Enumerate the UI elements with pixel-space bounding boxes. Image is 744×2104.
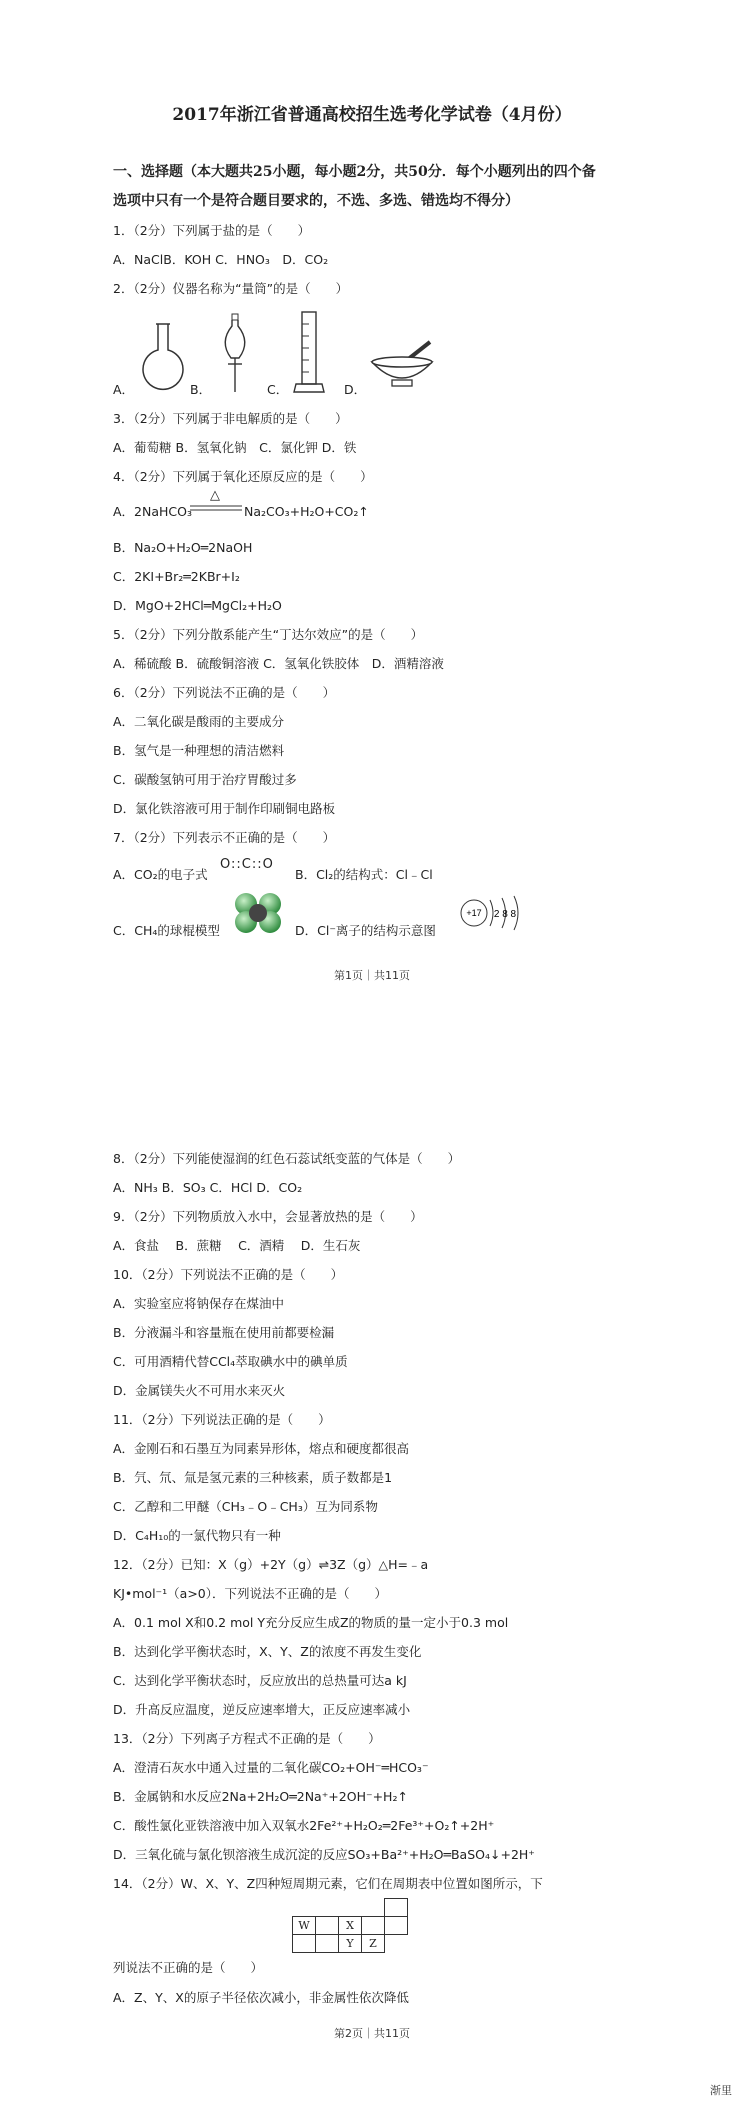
q4-option-b: B．Na₂O+H₂O═2NaOH [113,540,253,555]
q1-stem: 1．（2分）下列属于盐的是（ ） [113,223,311,238]
pt-cell-z: Z [362,1935,385,1953]
q12-stem-line2: KJ•mol⁻¹（a>0）．下列说法不正确的是（ ） [113,1586,387,1601]
q4-option-d: D．MgO+2HCl═MgCl₂+H₂O [113,598,282,613]
methane-ball-stick-model-icon [232,890,284,936]
q8-options: A．NH₃ B．SO₃ C．HCl D．CO₂ [113,1180,303,1195]
graduated-cylinder-icon [290,310,330,396]
q10-option-a: A．实验室应将钠保存在煤油中 [113,1296,285,1311]
q10-option-d: D．金属镁失火不可用水来灭火 [113,1383,286,1398]
q2-label-b: B． [190,382,212,397]
q12-stem-line1: 12．（2分）已知：X（g）+2Y（g）⇌3Z（g）△H=﹣a [113,1557,429,1572]
q5-options: A．稀硫酸 B．硫酸铜溶液 C．氢氧化铁胶体 D．酒精溶液 [113,656,444,671]
nucleus-charge: +17 [466,908,482,918]
electron-shells: 2 8 8 [493,909,517,920]
section-1-heading-line1: 一、选择题（本大题共25小题，每小题2分，共50分．每个小题列出的四个备 [113,164,596,180]
pt-cell-r2c2 [316,1935,339,1953]
q10-stem: 10．（2分）下列说法不正确的是（ ） [113,1267,344,1282]
co2-electron-formula: O::C::O [220,857,274,872]
exam-title: 2017年浙江省普通高校招生选考化学试卷（4月份） [172,105,572,125]
q9-options: A．食盐 B．蔗糖 C．酒精 D．生石灰 [113,1238,361,1253]
q6-option-b: B．氢气是一种理想的清洁燃料 [113,743,285,758]
pt-cell-r2c1 [293,1935,316,1953]
q6-option-c: C．碳酸氢钠可用于治疗胃酸过多 [113,772,297,787]
q7-stem: 7．（2分）下列表示不正确的是（ ） [113,830,336,845]
q3-options: A．葡萄糖 B．氢氧化钠 C．氯化钾 D．铁 [113,440,357,455]
q14-stem-line1: 14．（2分）W、X、Y、Z四种短周期元素，它们在周期表中位置如图所示，下 [113,1876,543,1891]
q12-option-d: D．升高反应温度，逆反应速率增大，正反应速率减小 [113,1702,411,1717]
q2-label-a: A． [113,382,135,397]
q14-option-a: A．Z、Y、X的原子半径依次减小，非金属性依次降低 [113,1990,409,2005]
page-1-footer: 第1页｜共11页 [334,969,410,982]
q10-option-b: B．分液漏斗和容量瓶在使用前都要检漏 [113,1325,335,1340]
q6-option-d: D．氯化铁溶液可用于制作印刷铜电路板 [113,801,336,816]
section-1-heading-line2: 选项中只有一个是符合题目要求的，不选、多选、错选均不得分） [113,193,519,209]
heat-condition: △ [210,488,220,503]
q13-stem: 13．（2分）下列离子方程式不正确的是（ ） [113,1731,381,1746]
reaction-equal-sign [188,504,244,512]
q11-stem: 11．（2分）下列说法正确的是（ ） [113,1412,331,1427]
q5-stem: 5．（2分）下列分散系能产生“丁达尔效应”的是（ ） [113,627,424,642]
exam-page-1 [0,0,744,1030]
q13-option-c: C．酸性氯化亚铁溶液中加入双氧水2Fe²⁺+H₂O₂═2Fe³⁺+O₂↑+2H⁺ [113,1818,495,1833]
q13-option-b: B．金属钠和水反应2Na+2H₂O═2Na⁺+2OH⁻+H₂↑ [113,1789,408,1804]
q4-option-c: C．2KI+Br₂═2KBr+I₂ [113,569,240,584]
separatory-funnel-icon [215,312,255,394]
q2-label-d: D． [344,382,367,397]
q9-stem: 9．（2分）下列物质放入水中，会显著放热的是（ ） [113,1209,423,1224]
page-2-footer: 第2页｜共11页 [334,2027,410,2040]
pt-cell-r1c4 [362,1917,385,1935]
q7-option-c: C．CH₄的球棍模型 [113,923,220,938]
mortar-and-pestle-icon [368,338,436,390]
q11-option-a: A．金刚石和石墨互为同素异形体，熔点和硬度都很高 [113,1441,410,1456]
chloride-ion-structure-diagram [456,894,528,932]
q12-option-a: A．0.1 mol X和0.2 mol Y充分反应生成Z的物质的量一定小于0.3 mol [113,1615,509,1630]
pt-cell-w: W [293,1917,316,1935]
q7-option-a: A．CO₂的电子式 [113,867,208,882]
pt-cell-r1c5 [385,1917,408,1935]
q3-stem: 3．（2分）下列属于非电解质的是（ ） [113,411,348,426]
q13-option-d: D．三氧化硫与氯化钡溶液生成沉淀的反应SO₃+Ba²⁺+H₂O═BaSO₄↓+2H⁺ [113,1847,535,1862]
q2-label-c: C． [267,382,289,397]
pt-cell-x: X [339,1917,362,1935]
q11-option-c: C．乙醇和二甲醚（CH₃﹣O﹣CH₃）互为同系物 [113,1499,378,1514]
periodic-table-excerpt [292,1898,408,1953]
q7-option-b: B．Cl₂的结构式：Cl﹣Cl [295,867,433,882]
exam-page-2 [0,1118,744,2078]
round-bottom-flask-icon [138,322,188,394]
q6-option-a: A．二氧化碳是酸雨的主要成分 [113,714,285,729]
q11-option-b: B．氕、氘、氚是氢元素的三种核素，质子数都是1 [113,1470,393,1485]
q1-options: A．NaClB．KOH C．HNO₃ D．CO₂ [113,252,329,267]
q4-option-a-left: A．2NaHCO₃ [113,504,192,519]
q4-stem: 4．（2分）下列属于氧化还原反应的是（ ） [113,469,373,484]
q13-option-a: A．澄清石灰水中通入过量的二氧化碳CO₂+OH⁻═HCO₃⁻ [113,1760,429,1775]
q4-option-a-right: Na₂CO₃+H₂O+CO₂↑ [244,504,369,519]
pt-cell-y: Y [339,1935,362,1953]
q12-option-b: B．达到化学平衡状态时，X、Y、Z的浓度不再发生变化 [113,1644,422,1659]
q10-option-c: C．可用酒精代替CCl₄萃取碘水中的碘单质 [113,1354,348,1369]
q7-option-d: D．Cl⁻离子的结构示意图 [295,923,436,938]
q14-stem-line2: 列说法不正确的是（ ） [113,1960,264,1975]
pt-cell-top [385,1899,408,1917]
q8-stem: 8．（2分）下列能使湿润的红色石蕊试纸变蓝的气体是（ ） [113,1151,461,1166]
corner-watermark: 渐里 [710,2084,732,2097]
q2-stem: 2．（2分）仪器名称为“量筒”的是（ ） [113,281,349,296]
q12-option-c: C．达到化学平衡状态时，反应放出的总热量可达a kJ [113,1673,407,1688]
pt-cell-r1c2 [316,1917,339,1935]
q6-stem: 6．（2分）下列说法不正确的是（ ） [113,685,336,700]
q11-option-d: D．C₄H₁₀的一氯代物只有一种 [113,1528,281,1543]
